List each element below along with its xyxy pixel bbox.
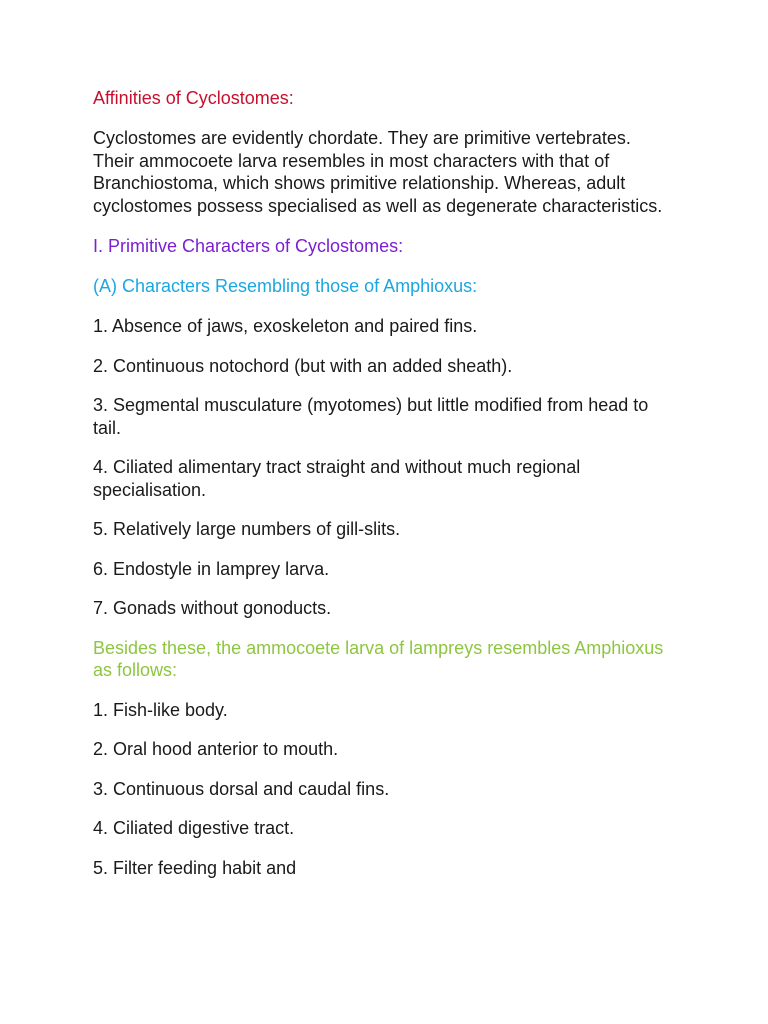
list-item: 2. Oral hood anterior to mouth. (93, 739, 339, 759)
document-title: Affinities of Cyclostomes: (93, 88, 294, 108)
list-item: 3. Continuous dorsal and caudal fins. (93, 778, 390, 799)
list-item: 5. Filter feeding habit and (93, 857, 297, 878)
ammocoete-resemblance-list (93, 699, 668, 880)
besides-heading: Besides these, the ammocoete larva of lampreys resembles Amphioxus as follows: (93, 637, 664, 680)
list-item: 1. Fish-like body. (93, 699, 228, 720)
section-heading-primitive-characters: I. Primitive Characters of Cyclostomes: (93, 236, 404, 256)
list-item: 3. Segmental musculature (myotomes) but little modified from head to tail. (93, 395, 649, 438)
list-item: 4. Ciliated digestive tract. (93, 818, 295, 838)
intro-paragraph: Cyclostomes are evidently chordate. They are primitive vertebrates. Their ammocoete larva resembles in most characters with that of Branchiostoma, which shows primitive relationship. Whereas, adult cyclostomes possess specialised as well as degenerate characteristics. (93, 128, 663, 216)
list-item: 1. Absence of jaws, exoskeleton and paired fins. (93, 316, 478, 336)
list-item: 6. Endostyle in lamprey larva. (93, 558, 330, 579)
list-item: 5. Relatively large numbers of gill-slits. (93, 519, 401, 539)
list-item: 2. Continuous notochord (but with an added sheath). (93, 355, 513, 376)
subsection-heading-amphioxus: (A) Characters Resembling those of Amphioxus: (93, 276, 478, 296)
amphioxus-characters-list (93, 315, 668, 620)
list-item: 7. Gonads without gonoducts. (93, 598, 332, 618)
list-item: 4. Ciliated alimentary tract straight and without much regional specialisation. (93, 457, 581, 500)
